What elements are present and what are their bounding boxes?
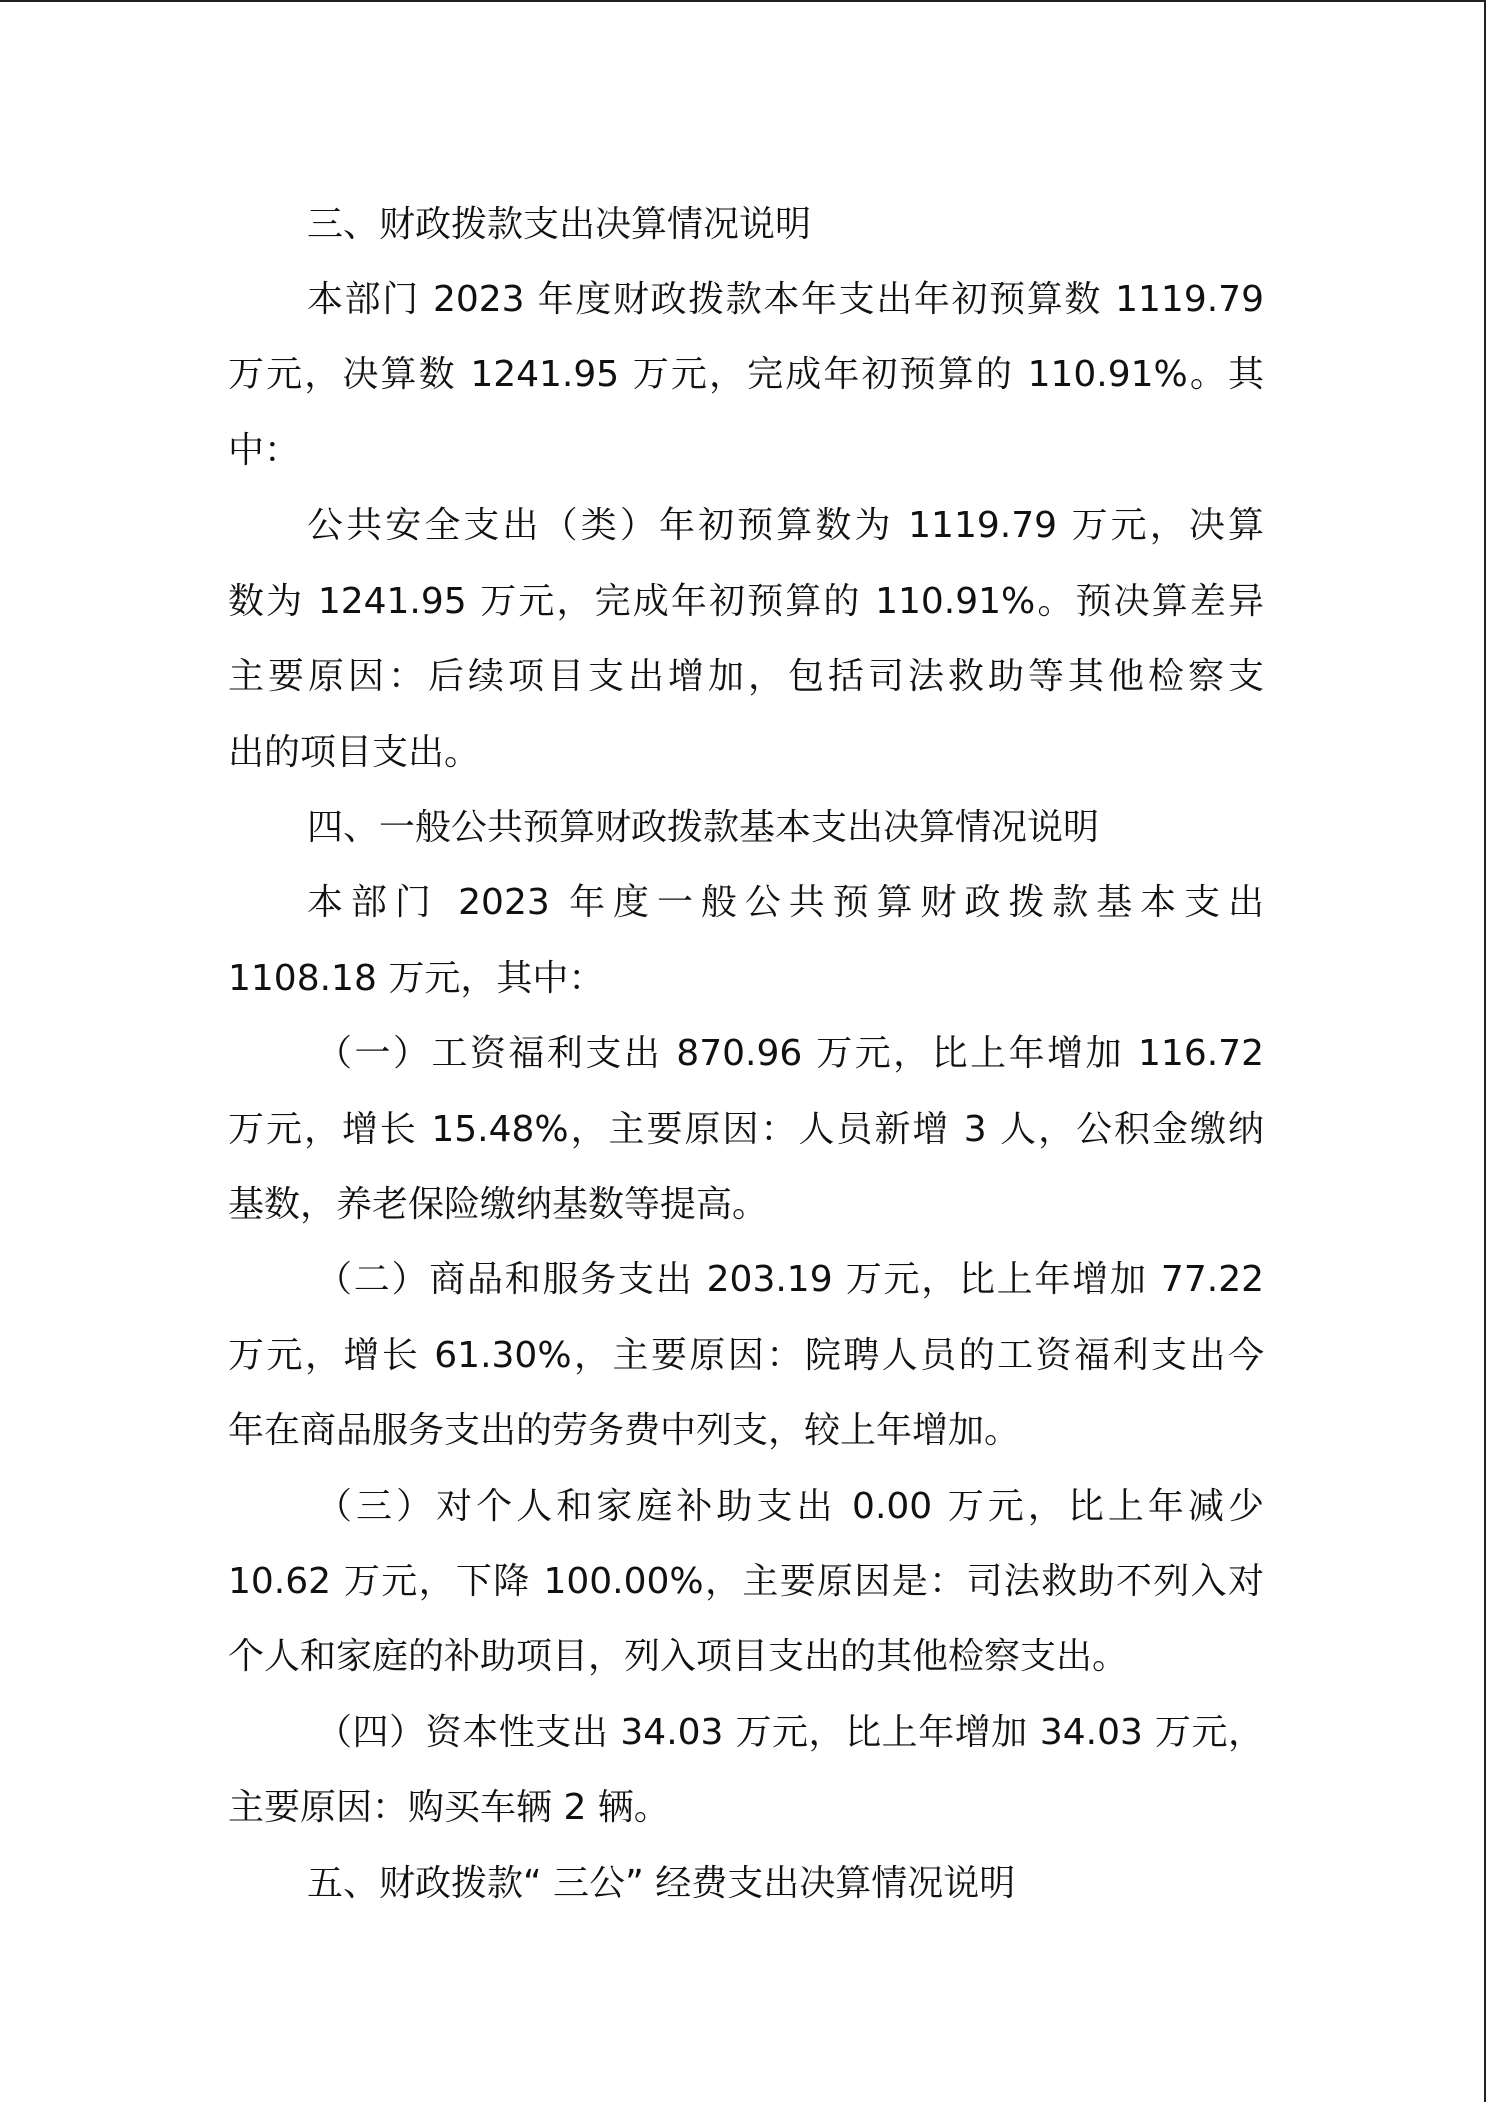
paragraph-line: 本部门 2023 年度财政拨款本年支出年初预算数 1119.79 (307, 279, 1264, 320)
paragraph-line: 中： (228, 430, 301, 471)
list-item-line: 万元，增长 15.48%，主要原因：人员新增 3 人，公积金缴纳 (228, 1109, 1264, 1150)
list-item-line: 万元，增长 61.30%，主要原因：院聘人员的工资福利支出今 (228, 1335, 1264, 1376)
list-item-line: （四）资本性支出 34.03 万元，比上年增加 34.03 万元， (316, 1712, 1264, 1753)
list-item-line: （二）商品和服务支出 203.19 万元，比上年增加 77.22 (316, 1259, 1264, 1300)
list-item-line: （三）对个人和家庭补助支出 0.00 万元，比上年减少 (316, 1486, 1264, 1527)
paragraph-line: 公共安全支出（类）年初预算数为 1119.79 万元，决算 (307, 505, 1264, 546)
list-item-line: 个人和家庭的补助项目，列入项目支出的其他检察支出。 (228, 1636, 1129, 1677)
list-item-line: （一）工资福利支出 870.96 万元，比上年增加 116.72 (316, 1033, 1264, 1074)
paragraph-line: 1108.18 万元，其中： (228, 958, 605, 999)
section-heading-5: 五、财政拨款“ 三公” 经费支出决算情况说明 (307, 1863, 1016, 1904)
paragraph-line: 出的项目支出。 (228, 732, 481, 773)
paragraph-line: 主要原因：后续项目支出增加，包括司法救助等其他检察支 (228, 656, 1264, 697)
paragraph-line: 万元，决算数 1241.95 万元，完成年初预算的 110.91%。其 (228, 354, 1264, 395)
list-item-line: 主要原因：购买车辆 2 辆。 (228, 1787, 670, 1828)
list-item-line: 基数，养老保险缴纳基数等提高。 (228, 1184, 769, 1225)
list-item-line: 10.62 万元，下降 100.00%，主要原因是：司法救助不列入对 (228, 1561, 1264, 1602)
section-heading-3: 三、财政拨款支出决算情况说明 (307, 204, 812, 245)
section-heading-4: 四、一般公共预算财政拨款基本支出决算情况说明 (307, 807, 1100, 848)
list-item-line: 年在商品服务支出的劳务费中列支，较上年增加。 (228, 1410, 1021, 1451)
paragraph-line: 本部门 2023 年度一般公共预算财政拨款基本支出 (307, 882, 1264, 923)
paragraph-line: 数为 1241.95 万元，完成年初预算的 110.91%。预决算差异 (228, 581, 1264, 622)
